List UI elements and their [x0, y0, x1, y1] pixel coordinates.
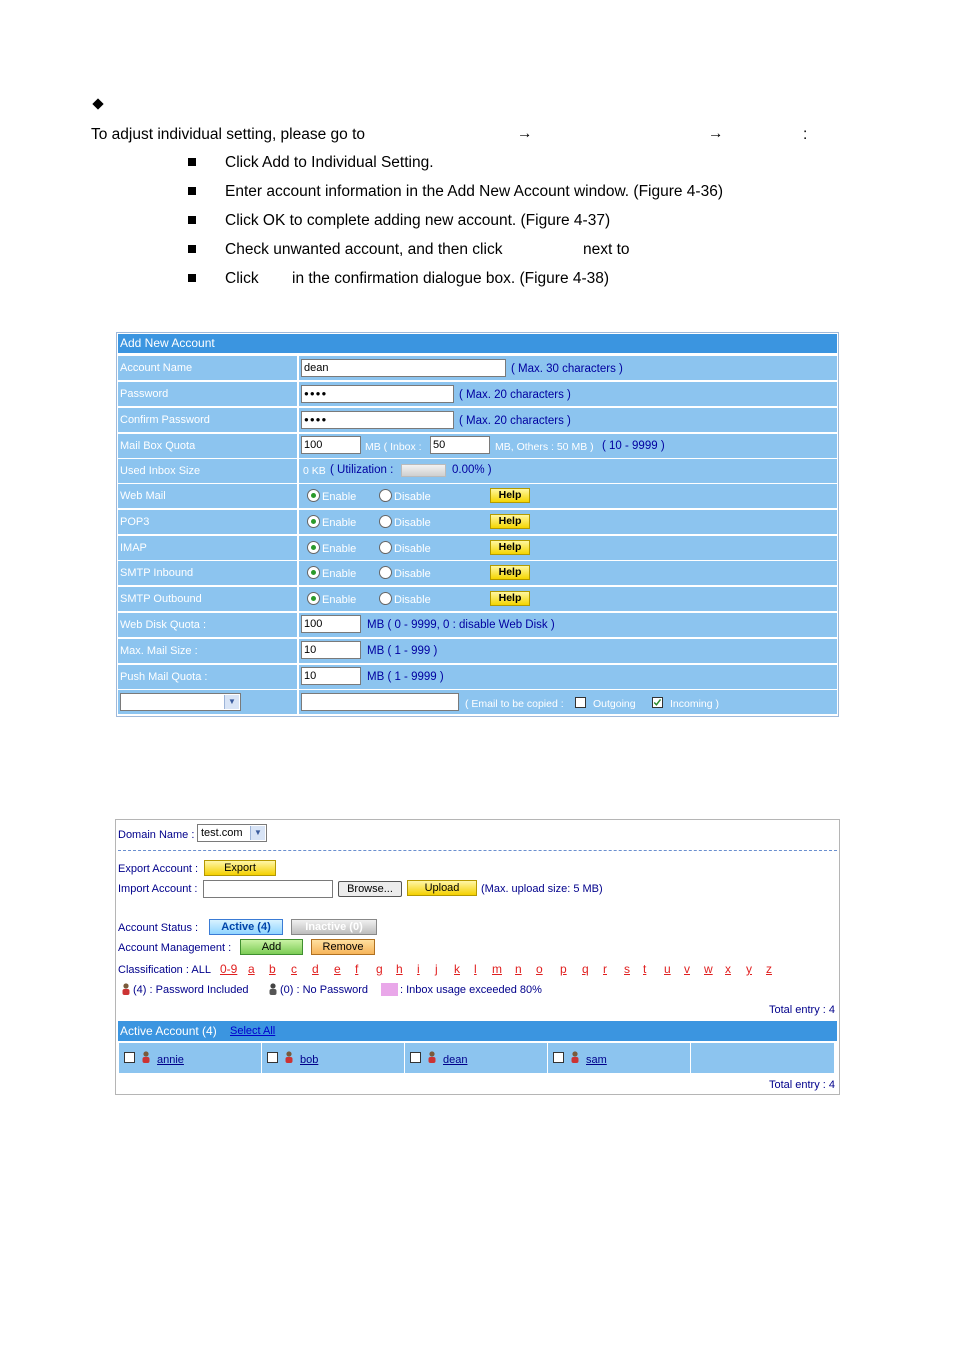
password-label: Password: [118, 382, 297, 406]
inactive-tab[interactable]: Inactive (0): [291, 919, 377, 935]
user-cell: [119, 1043, 261, 1073]
disable-radio[interactable]: [379, 515, 392, 528]
used-inbox-row: [118, 459, 837, 483]
disable-radio-label: Disable: [394, 491, 431, 503]
classification-label: Classification : ALL: [118, 964, 211, 976]
add-account-button[interactable]: Add: [240, 939, 303, 955]
classification-letter-link[interactable]: c: [291, 962, 297, 976]
classification-letter-link[interactable]: e: [334, 962, 341, 976]
enable-radio[interactable]: [307, 592, 320, 605]
service-label: IMAP: [118, 536, 297, 560]
classification-letter-link[interactable]: w: [704, 962, 713, 976]
chevron-down-icon[interactable]: ▼: [250, 826, 265, 840]
incoming-checkbox[interactable]: [652, 697, 663, 708]
classification-letter-link[interactable]: d: [312, 962, 319, 976]
import-file-input[interactable]: [203, 880, 333, 898]
email-copy-row: [118, 690, 837, 714]
classification-letter-link[interactable]: k: [454, 962, 460, 976]
service-row: [118, 536, 837, 560]
legend-exceeded: : Inbox usage exceeded 80%: [400, 984, 542, 996]
square-bullet-icon: [188, 216, 196, 224]
panel-title: Add New Account: [118, 334, 837, 353]
total-entry-bottom: Total entry : 4: [768, 1079, 835, 1091]
enable-radio-label: Enable: [322, 568, 357, 580]
account-list-panel: [115, 819, 840, 1095]
user-link[interactable]: annie: [157, 1054, 184, 1066]
inbox-exceeded-swatch: [381, 983, 398, 996]
user-link[interactable]: sam: [586, 1054, 607, 1066]
intro-text: To adjust individual setting, please go to: [91, 126, 366, 143]
enable-radio-label: Enable: [322, 594, 357, 606]
web-disk-note: MB ( 0 - 9999, 0 : disable Web Disk ): [367, 619, 555, 631]
service-row: [118, 484, 837, 508]
step-5a: Click: [225, 270, 259, 287]
domain-label: Domain Name :: [118, 829, 195, 841]
outgoing-checkbox[interactable]: [575, 697, 586, 708]
step-2: Enter account information in the Add New Account window. (Figure 4-36): [225, 183, 723, 200]
enable-radio-label: Enable: [322, 543, 357, 555]
classification-letter-link[interactable]: h: [396, 962, 403, 976]
mailbox-inbox-text: MB ( Inbox :: [365, 441, 422, 453]
user-cell: [405, 1043, 547, 1073]
classification-letter-link[interactable]: m: [492, 962, 502, 976]
max-mail-note: MB ( 1 - 999 ): [367, 645, 438, 657]
no-password-user-icon: [268, 983, 278, 995]
square-bullet-icon: [188, 187, 196, 195]
user-checkbox[interactable]: [124, 1052, 135, 1063]
user-icon: [570, 1051, 580, 1063]
classification-letter-link[interactable]: i: [417, 962, 420, 976]
mailbox-quota-label: Mail Box Quota: [118, 434, 297, 458]
arrow-2: →: [708, 125, 724, 142]
diamond-bullet-icon: [92, 98, 103, 109]
user-checkbox[interactable]: [410, 1052, 421, 1063]
enable-radio[interactable]: [307, 541, 320, 554]
import-label: Import Account :: [118, 883, 198, 895]
push-mail-row: [118, 665, 837, 689]
square-bullet-icon: [188, 274, 196, 282]
step-5b: in the confirmation dialogue box. (Figure 4-38): [292, 270, 610, 287]
select-all-link[interactable]: Select All: [230, 1025, 276, 1037]
help-button[interactable]: Help: [490, 591, 530, 606]
chevron-down-icon[interactable]: ▼: [224, 695, 239, 709]
email-copy-select-value: Email copied to: [124, 696, 200, 708]
used-inbox-label: Used Inbox Size: [118, 459, 297, 483]
disable-radio-label: Disable: [394, 568, 431, 580]
enable-radio-label: Enable: [322, 517, 357, 529]
confirm-password-row: [118, 408, 837, 432]
classification-letter-link[interactable]: u: [664, 962, 671, 976]
password-user-icon: [121, 983, 131, 995]
push-mail-note: MB ( 1 - 9999 ): [367, 671, 444, 683]
dashed-divider: [118, 850, 837, 851]
total-entry-top: Total entry : 4: [768, 1004, 835, 1016]
disable-radio[interactable]: [379, 541, 392, 554]
user-cell: [262, 1043, 404, 1073]
active-account-title: Active Account (4): [120, 1024, 217, 1038]
intro-colon: :: [803, 126, 808, 143]
help-button[interactable]: Help: [490, 540, 530, 555]
user-checkbox[interactable]: [267, 1052, 278, 1063]
mailbox-quota-input[interactable]: 100: [301, 436, 361, 454]
service-row: [118, 561, 837, 585]
push-mail-input[interactable]: 10: [301, 667, 361, 685]
classification-letter-link[interactable]: f: [355, 962, 359, 976]
account-management-label: Account Management :: [118, 942, 232, 954]
service-label: SMTP Outbound: [118, 587, 297, 611]
classification-letter-link[interactable]: a: [248, 962, 255, 976]
user-cell: [691, 1043, 834, 1073]
classification-letter-link[interactable]: b: [269, 962, 276, 976]
mailbox-others-text: MB, Others : 50 MB ): [495, 441, 594, 453]
account-name-label: Account Name: [118, 356, 297, 380]
email-copy-note: ( Email to be copied :: [465, 698, 564, 710]
account-name-row: [118, 356, 837, 380]
classification-letter-link[interactable]: t: [643, 962, 647, 976]
disable-radio[interactable]: [379, 592, 392, 605]
classification-letter-link[interactable]: v: [684, 962, 690, 976]
active-tab[interactable]: Active (4): [209, 919, 283, 935]
disable-radio-label: Disable: [394, 594, 431, 606]
service-label: SMTP Inbound: [118, 561, 297, 585]
upload-note: (Max. upload size: 5 MB): [481, 883, 603, 895]
user-link[interactable]: dean: [443, 1054, 468, 1066]
account-name-note: ( Max. 30 characters ): [511, 363, 623, 375]
step-3: Click OK to complete adding new account. (Figure 4-37): [225, 212, 611, 229]
utilization-value: 0.00% ): [452, 464, 492, 476]
legend-no-password: (0) : No Password: [280, 984, 369, 996]
square-bullet-icon: [188, 245, 196, 253]
active-account-header: [118, 1021, 837, 1041]
enable-radio[interactable]: [307, 515, 320, 528]
classification-letter-link[interactable]: o: [536, 962, 543, 976]
help-button[interactable]: Help: [490, 514, 530, 529]
web-disk-input[interactable]: 100: [301, 615, 361, 633]
step-4b: next to: [583, 241, 630, 258]
web-disk-row: [118, 613, 837, 637]
user-link[interactable]: bob: [300, 1054, 319, 1066]
user-icon: [427, 1051, 437, 1063]
classification-letter-link[interactable]: r: [603, 962, 607, 976]
disable-radio[interactable]: [379, 489, 392, 502]
domain-select[interactable]: [197, 824, 267, 842]
email-copy-input[interactable]: [301, 693, 459, 711]
intro-line: [91, 126, 365, 144]
used-inbox-size: 0 KB: [303, 465, 326, 477]
upload-button[interactable]: Upload: [407, 880, 477, 896]
domain-select-value: test.com: [201, 827, 243, 839]
classification-letter-link[interactable]: j: [435, 962, 438, 976]
help-button[interactable]: Help: [490, 565, 530, 580]
service-row: [118, 587, 837, 611]
push-mail-label: Push Mail Quota :: [118, 665, 297, 689]
user-checkbox[interactable]: [553, 1052, 564, 1063]
inbox-quota-input[interactable]: 50: [430, 436, 490, 454]
password-note: ( Max. 20 characters ): [459, 389, 571, 401]
max-mail-label: Max. Mail Size :: [118, 639, 297, 663]
password-row: [118, 382, 837, 406]
password-input[interactable]: ●●●●: [301, 385, 454, 403]
disable-radio-label: Disable: [394, 543, 431, 555]
max-mail-input[interactable]: 10: [301, 641, 361, 659]
browse-button[interactable]: Browse...: [338, 881, 402, 897]
classification-letter-link[interactable]: q: [582, 962, 589, 976]
enable-radio[interactable]: [307, 489, 320, 502]
classification-letter-link[interactable]: s: [624, 962, 630, 976]
disable-radio[interactable]: [379, 566, 392, 579]
confirm-password-input[interactable]: ●●●●: [301, 411, 454, 429]
legend-password: (4) : Password Included: [133, 984, 249, 996]
classification-letter-link[interactable]: n: [515, 962, 522, 976]
user-cell: [548, 1043, 690, 1073]
incoming-label: Incoming ): [670, 698, 720, 710]
service-label: Web Mail: [118, 484, 297, 508]
arrow-1: →: [517, 125, 533, 142]
confirm-password-label: Confirm Password: [118, 408, 297, 432]
add-new-account-panel: [116, 332, 839, 717]
service-label: POP3: [118, 510, 297, 534]
disable-radio-label: Disable: [394, 517, 431, 529]
classification-letter-link[interactable]: p: [560, 962, 567, 976]
classification-letter-link[interactable]: g: [376, 962, 383, 976]
export-label: Export Account :: [118, 863, 199, 875]
outgoing-label: Outgoing: [593, 698, 636, 710]
user-icon: [284, 1051, 294, 1063]
account-status-label: Account Status :: [118, 922, 199, 934]
classification-letter-link[interactable]: z: [766, 962, 772, 976]
square-bullet-icon: [188, 158, 196, 166]
mailbox-range-note: ( 10 - 9999 ): [602, 440, 665, 452]
step-4a: Check unwanted account, and then click: [225, 241, 503, 258]
utilization-bar: [401, 464, 446, 477]
confirm-password-note: ( Max. 20 characters ): [459, 415, 571, 427]
help-button[interactable]: Help: [490, 488, 530, 503]
step-1: Click Add to Individual Setting.: [225, 154, 434, 171]
account-name-input[interactable]: dean: [301, 359, 506, 377]
mailbox-quota-row: [118, 434, 837, 458]
max-mail-row: [118, 639, 837, 663]
web-disk-label: Web Disk Quota :: [118, 613, 297, 637]
export-button[interactable]: Export: [204, 860, 276, 876]
enable-radio-label: Enable: [322, 491, 357, 503]
enable-radio[interactable]: [307, 566, 320, 579]
remove-account-button[interactable]: Remove: [311, 939, 375, 955]
user-icon: [141, 1051, 151, 1063]
email-copy-select[interactable]: [120, 693, 241, 711]
classification-letter-link[interactable]: x: [725, 962, 731, 976]
classification-letter-link[interactable]: y: [746, 962, 752, 976]
classification-letter-link[interactable]: l: [474, 962, 477, 976]
service-row: [118, 510, 837, 534]
classification-letter-link[interactable]: 0-9: [220, 962, 238, 976]
utilization-label: ( Utilization :: [330, 464, 394, 476]
